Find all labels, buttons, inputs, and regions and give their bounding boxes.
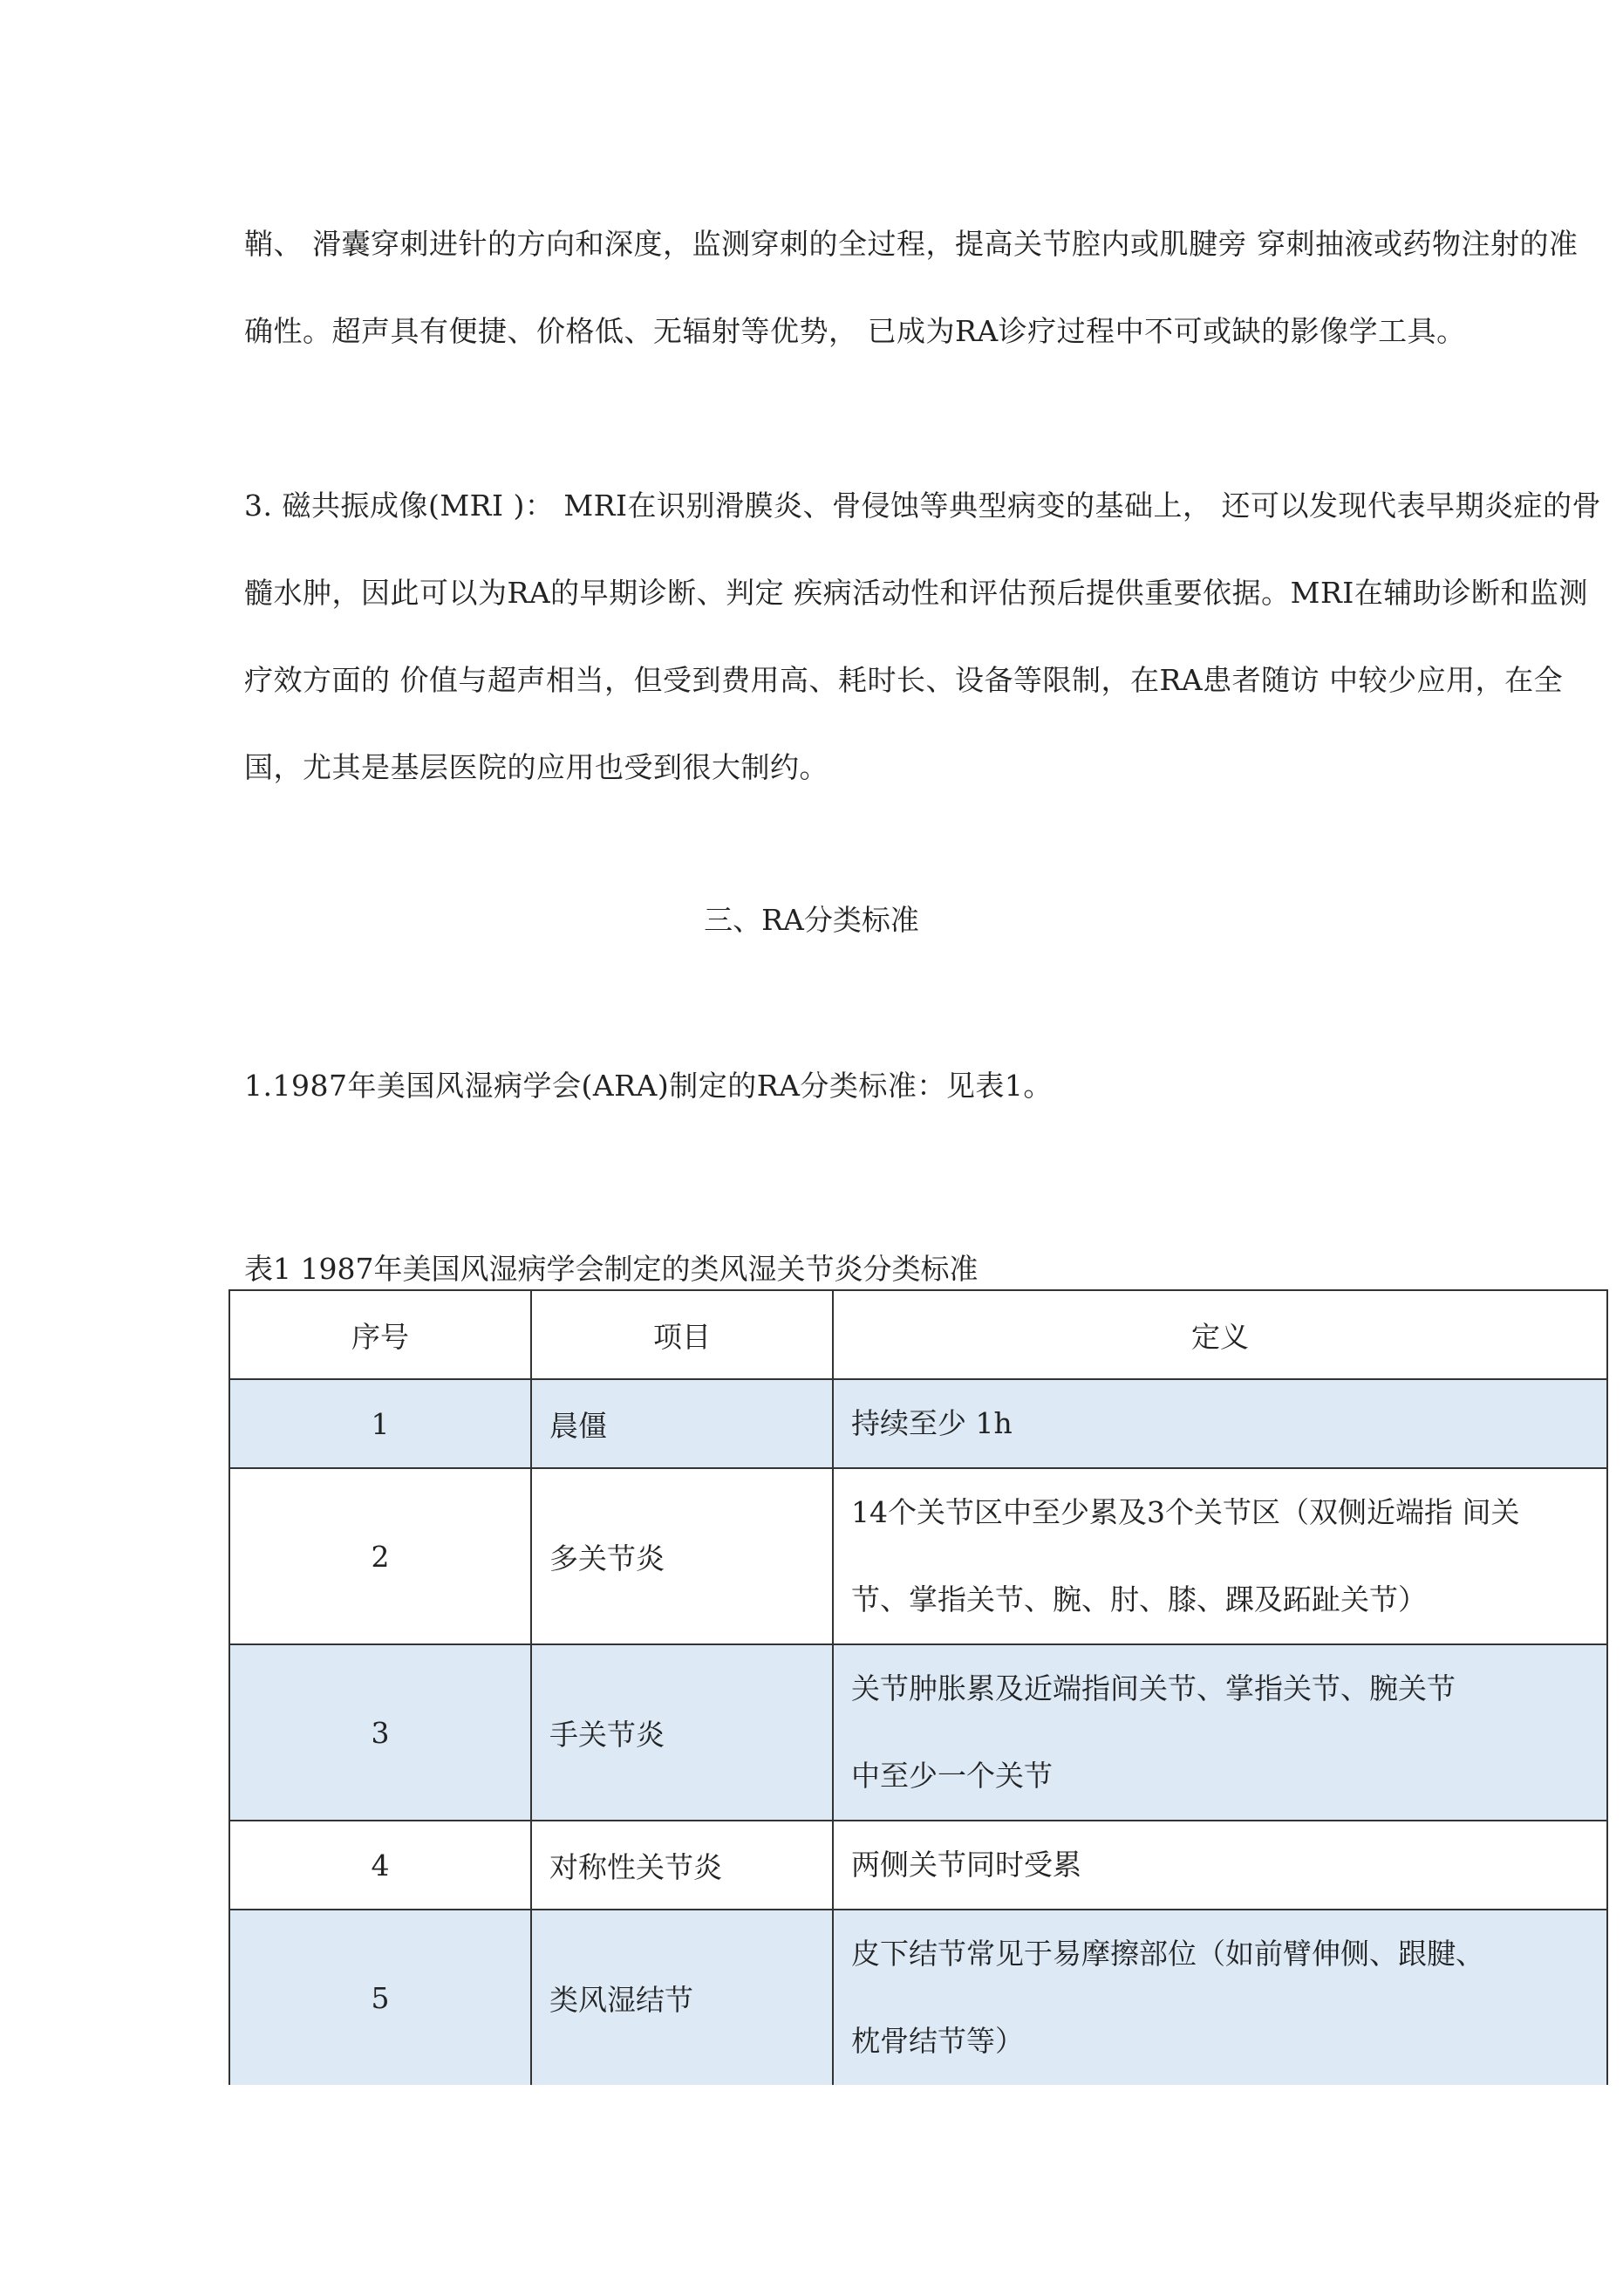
row-number: 3 (229, 1644, 531, 1821)
row-item: 晨僵 (531, 1379, 833, 1468)
body-paragraph-mri: 3. 磁共振成像(MRI )： MRI在识别滑膜炎、骨侵蚀等典型病变的基础上， 还可以发现代表早期炎症的骨髓水肿，因此可以为RA的早期诊断、判定 疾病活动性和评估预后提供重要依据。MRI在辅助诊断和监测疗效方面的 价值与超声相当，但受到费用高、耗时长、设备等限制，在RA患者随访 中较少应用，在全国，尤其是基层医院的应用也受到很大制约。 (244, 489, 1602, 784)
header-definition: 定义 (833, 1290, 1607, 1379)
definition-line: 节、掌指关节、腕、肘、膝、踝及跖趾关节） (851, 1582, 1427, 1616)
table-row (229, 1379, 1607, 1468)
row-definition (833, 1910, 1607, 2085)
row-definition (833, 1821, 1607, 1910)
definition-line: 枕骨结节等） (851, 2024, 1024, 2058)
row-item: 类风湿结节 (531, 1910, 833, 2085)
row-number: 4 (229, 1821, 531, 1910)
row-number: 1 (229, 1379, 531, 1468)
row-item: 多关节炎 (531, 1468, 833, 1644)
row-definition (833, 1468, 1607, 1644)
definition-line: 关节肿胀累及近端指间关节、掌指关节、腕关节 (851, 1671, 1456, 1705)
definition-line: 两侧关节同时受累 (851, 1848, 1081, 1882)
table-row (229, 1468, 1607, 1644)
row-item: 手关节炎 (531, 1644, 833, 1821)
table-header-row (229, 1290, 1607, 1379)
table-caption: 表1 1987年美国风湿病学会制定的类风湿关节炎分类标准 (244, 1252, 979, 1286)
definition-line: 14个关节区中至少累及3个关节区（双侧近端指 间关 (851, 1495, 1520, 1529)
header-number: 序号 (229, 1290, 531, 1379)
row-number: 5 (229, 1910, 531, 2085)
criteria-table (228, 1289, 1608, 2085)
definition-line: 持续至少 1h (851, 1406, 1013, 1440)
row-definition (833, 1379, 1607, 1468)
table-row (229, 1910, 1607, 2085)
body-paragraph-ultrasound: 鞘、 滑囊穿刺进针的方向和深度，监测穿刺的全过程，提高关节腔内或肌腱旁 穿刺抽液或药物注射的准确性。超声具有便捷、价格低、无辐射等优势， 已成为RA诊疗过程中不可或缺的影像学工具。 (244, 227, 1579, 348)
row-number: 2 (229, 1468, 531, 1644)
section-heading: 三、RA分类标准 (704, 903, 919, 937)
definition-line: 皮下结节常见于易摩擦部位（如前臂伸侧、跟腱、 (851, 1937, 1484, 1971)
table-row (229, 1821, 1607, 1910)
row-item: 对称性关节炎 (531, 1821, 833, 1910)
definition-line: 中至少一个关节 (851, 1759, 1053, 1793)
table-row (229, 1644, 1607, 1821)
row-definition (833, 1644, 1607, 1821)
header-item: 项目 (531, 1290, 833, 1379)
body-paragraph-ara-criteria: 1.1987年美国风湿病学会(ARA)制定的RA分类标准：见表1。 (244, 1069, 1053, 1103)
